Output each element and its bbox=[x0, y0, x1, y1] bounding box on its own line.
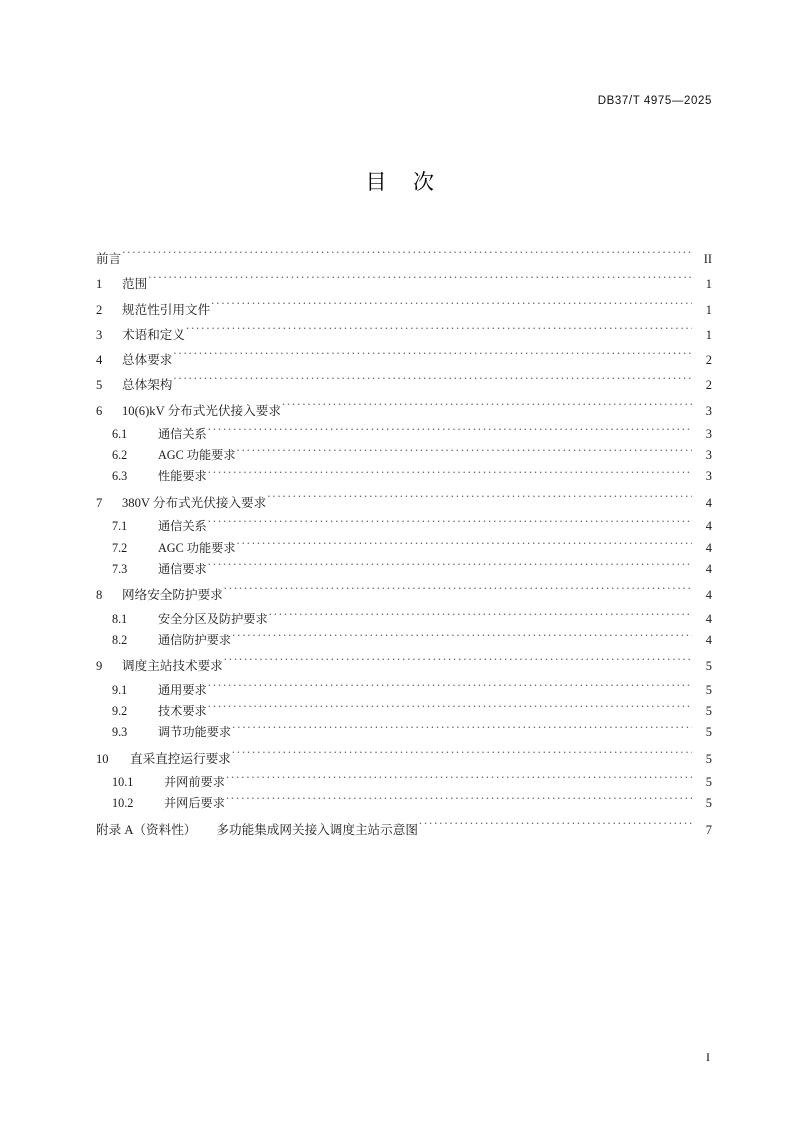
toc-entry[interactable] bbox=[96, 538, 712, 559]
toc-entry-number: 9.1 bbox=[112, 682, 128, 697]
toc-entry-number: 10.2 bbox=[112, 796, 134, 811]
toc-entry[interactable] bbox=[96, 818, 712, 843]
toc-entry-page-number: 4 bbox=[705, 561, 712, 576]
toc-entry-number: 6.1 bbox=[112, 427, 128, 442]
toc-entry-label bbox=[96, 818, 418, 843]
toc-entry-label-main: 附录 A（资料性） bbox=[96, 822, 197, 837]
toc-entry-page-number: 4 bbox=[705, 540, 712, 555]
standard-number-header: DB37/T 4975—2025 bbox=[597, 95, 712, 107]
toc-dot-leader bbox=[237, 539, 692, 551]
toc-dot-leader bbox=[186, 326, 692, 339]
toc-entry-page-number: 5 bbox=[705, 682, 712, 697]
toc-dot-leader bbox=[237, 447, 692, 459]
toc-entry-label: 直采直控运行要求 bbox=[130, 751, 231, 766]
toc-entry-label: 380V 分布式光伏接入要求 bbox=[122, 496, 267, 511]
toc-dot-leader bbox=[419, 821, 692, 834]
toc-entry-page-number: 4 bbox=[705, 519, 712, 534]
page-title bbox=[0, 166, 800, 196]
toc-entry-number: 9.3 bbox=[112, 725, 128, 740]
toc-dot-leader bbox=[208, 682, 692, 694]
page-title-char-1: 目 bbox=[365, 170, 387, 194]
toc-entry[interactable] bbox=[96, 559, 712, 580]
toc-entry-label: AGC 功能要求 bbox=[158, 448, 236, 463]
toc-entry-label: 通信要求 bbox=[158, 561, 207, 576]
toc-dot-leader bbox=[208, 561, 692, 573]
toc-entry-number: 9 bbox=[96, 659, 103, 674]
toc-entry[interactable] bbox=[96, 272, 712, 297]
toc-entry-number: 6.2 bbox=[112, 448, 128, 463]
toc-entry-number: 7.1 bbox=[112, 519, 128, 534]
toc-entry[interactable] bbox=[96, 445, 712, 466]
toc-dot-leader bbox=[282, 402, 692, 415]
toc-entry-page-number: 1 bbox=[705, 327, 712, 342]
toc-dot-leader bbox=[211, 301, 692, 314]
toc-entry-page-number: 4 bbox=[705, 588, 712, 603]
page-title-char-2: 次 bbox=[413, 170, 435, 194]
toc-entry-label: 10(6)kV 分布式光伏接入要求 bbox=[122, 403, 281, 418]
toc-dot-leader bbox=[226, 795, 692, 807]
toc-dot-leader bbox=[208, 703, 692, 715]
toc-entry-label: 调节功能要求 bbox=[158, 725, 232, 740]
toc-entry-page-number: 4 bbox=[705, 632, 712, 647]
footer-page-number: I bbox=[706, 1050, 710, 1064]
toc-entry-label: 安全分区及防护要求 bbox=[158, 611, 268, 626]
toc-entry-page-number: 5 bbox=[705, 659, 712, 674]
toc-entry[interactable] bbox=[96, 516, 712, 537]
toc-dot-leader bbox=[267, 494, 692, 507]
toc-entry-page-number: 3 bbox=[705, 448, 712, 463]
toc-dot-leader bbox=[232, 724, 692, 736]
toc-entry[interactable] bbox=[96, 609, 712, 630]
toc-entry[interactable] bbox=[96, 466, 712, 487]
toc-entry[interactable] bbox=[96, 630, 712, 651]
toc-dot-leader bbox=[224, 587, 692, 600]
toc-entry-label: 前言 bbox=[96, 252, 122, 266]
toc-entry[interactable] bbox=[96, 747, 712, 772]
toc-entry[interactable] bbox=[96, 722, 712, 743]
toc-entry[interactable] bbox=[96, 348, 712, 373]
toc-entry-page-number: 3 bbox=[705, 427, 712, 442]
toc-entry-page-number: 2 bbox=[705, 353, 712, 368]
toc-dot-leader bbox=[173, 352, 692, 365]
toc-entry-label: 调度主站技术要求 bbox=[122, 659, 223, 674]
toc-dot-leader bbox=[148, 276, 692, 289]
toc-entry-number: 8.1 bbox=[112, 611, 128, 626]
toc-entry[interactable] bbox=[96, 680, 712, 701]
toc-entry-label: 性能要求 bbox=[158, 469, 207, 484]
toc-dot-leader bbox=[232, 750, 692, 763]
toc-entry[interactable] bbox=[96, 491, 712, 516]
toc-entry-page-number: 5 bbox=[705, 751, 712, 766]
toc-entry-page-number: 5 bbox=[705, 796, 712, 811]
toc-entry-page-number: II bbox=[703, 252, 712, 266]
toc-entry-label: 范围 bbox=[122, 277, 148, 292]
toc-entry-label: 规范性引用文件 bbox=[122, 302, 211, 317]
toc-entry[interactable] bbox=[96, 399, 712, 424]
toc-entry-number: 8.2 bbox=[112, 632, 128, 647]
toc-entry[interactable] bbox=[96, 583, 712, 608]
toc-entry-page-number: 4 bbox=[705, 496, 712, 511]
toc-dot-leader bbox=[208, 468, 692, 480]
toc-entry-label: AGC 功能要求 bbox=[158, 540, 236, 555]
toc-dot-leader bbox=[226, 774, 692, 786]
toc-dot-leader bbox=[208, 518, 692, 530]
toc-entry-number: 7 bbox=[96, 496, 103, 511]
toc-entry[interactable] bbox=[96, 793, 712, 814]
toc-entry-page-number: 3 bbox=[705, 403, 712, 418]
toc-entry-number: 10.1 bbox=[112, 775, 134, 790]
toc-entry-page-number: 4 bbox=[705, 611, 712, 626]
toc-entry-number: 3 bbox=[96, 327, 103, 342]
toc-entry-number: 6.3 bbox=[112, 469, 128, 484]
toc-entry[interactable] bbox=[96, 654, 712, 679]
toc-dot-leader bbox=[173, 377, 692, 390]
toc-entry-label: 通信防护要求 bbox=[158, 632, 232, 647]
toc-entry-label: 术语和定义 bbox=[122, 327, 185, 342]
toc-entry-page-number: 1 bbox=[705, 302, 712, 317]
toc-entry-number: 2 bbox=[96, 302, 103, 317]
toc-entry-page-number: 5 bbox=[705, 725, 712, 740]
toc-entry[interactable] bbox=[96, 323, 712, 348]
toc-entry-label: 网络安全防护要求 bbox=[122, 588, 223, 603]
toc-entry-number: 4 bbox=[96, 353, 103, 368]
toc-entry-label: 总体架构 bbox=[122, 378, 173, 393]
toc-dot-leader bbox=[269, 610, 692, 622]
toc-entry[interactable] bbox=[96, 701, 712, 722]
toc-entry-number: 8 bbox=[96, 588, 103, 603]
toc-entry-label: 并网前要求 bbox=[164, 775, 225, 790]
toc-entry-number: 10 bbox=[96, 751, 109, 766]
toc-dot-leader bbox=[122, 250, 692, 263]
toc-dot-leader bbox=[208, 426, 692, 438]
toc-entry-label: 总体要求 bbox=[122, 353, 173, 368]
toc-entry-label-secondary: 多功能集成网关接入调度主站示意图 bbox=[216, 822, 418, 837]
toc-entry-label: 通信关系 bbox=[158, 427, 207, 442]
toc-entry-label: 通用要求 bbox=[158, 682, 207, 697]
toc-entry-page-number: 5 bbox=[705, 703, 712, 718]
toc-entry-page-number: 3 bbox=[705, 469, 712, 484]
toc-entry-number: 9.2 bbox=[112, 703, 128, 718]
toc-entry-label: 并网后要求 bbox=[164, 796, 225, 811]
toc-entry[interactable] bbox=[96, 298, 712, 323]
toc-entry-page-number: 2 bbox=[705, 378, 712, 393]
toc-entry-page-number: 1 bbox=[705, 277, 712, 292]
toc-entry[interactable] bbox=[96, 373, 712, 398]
toc-entry[interactable] bbox=[96, 772, 712, 793]
toc-entry-number: 6 bbox=[96, 403, 103, 418]
toc-entry[interactable] bbox=[96, 424, 712, 445]
toc-entry-number: 7.3 bbox=[112, 561, 128, 576]
toc-dot-leader bbox=[224, 658, 692, 671]
toc-entry[interactable] bbox=[96, 247, 712, 272]
toc-entry-number: 5 bbox=[96, 378, 103, 393]
toc-entry-label: 通信关系 bbox=[158, 519, 207, 534]
toc-entry-number: 1 bbox=[96, 277, 103, 292]
table-of-contents bbox=[96, 247, 712, 843]
toc-entry-number: 7.2 bbox=[112, 540, 128, 555]
toc-entry-page-number: 7 bbox=[705, 822, 712, 837]
toc-dot-leader bbox=[232, 632, 692, 644]
toc-entry-page-number: 5 bbox=[705, 775, 712, 790]
toc-entry-label: 技术要求 bbox=[158, 703, 207, 718]
